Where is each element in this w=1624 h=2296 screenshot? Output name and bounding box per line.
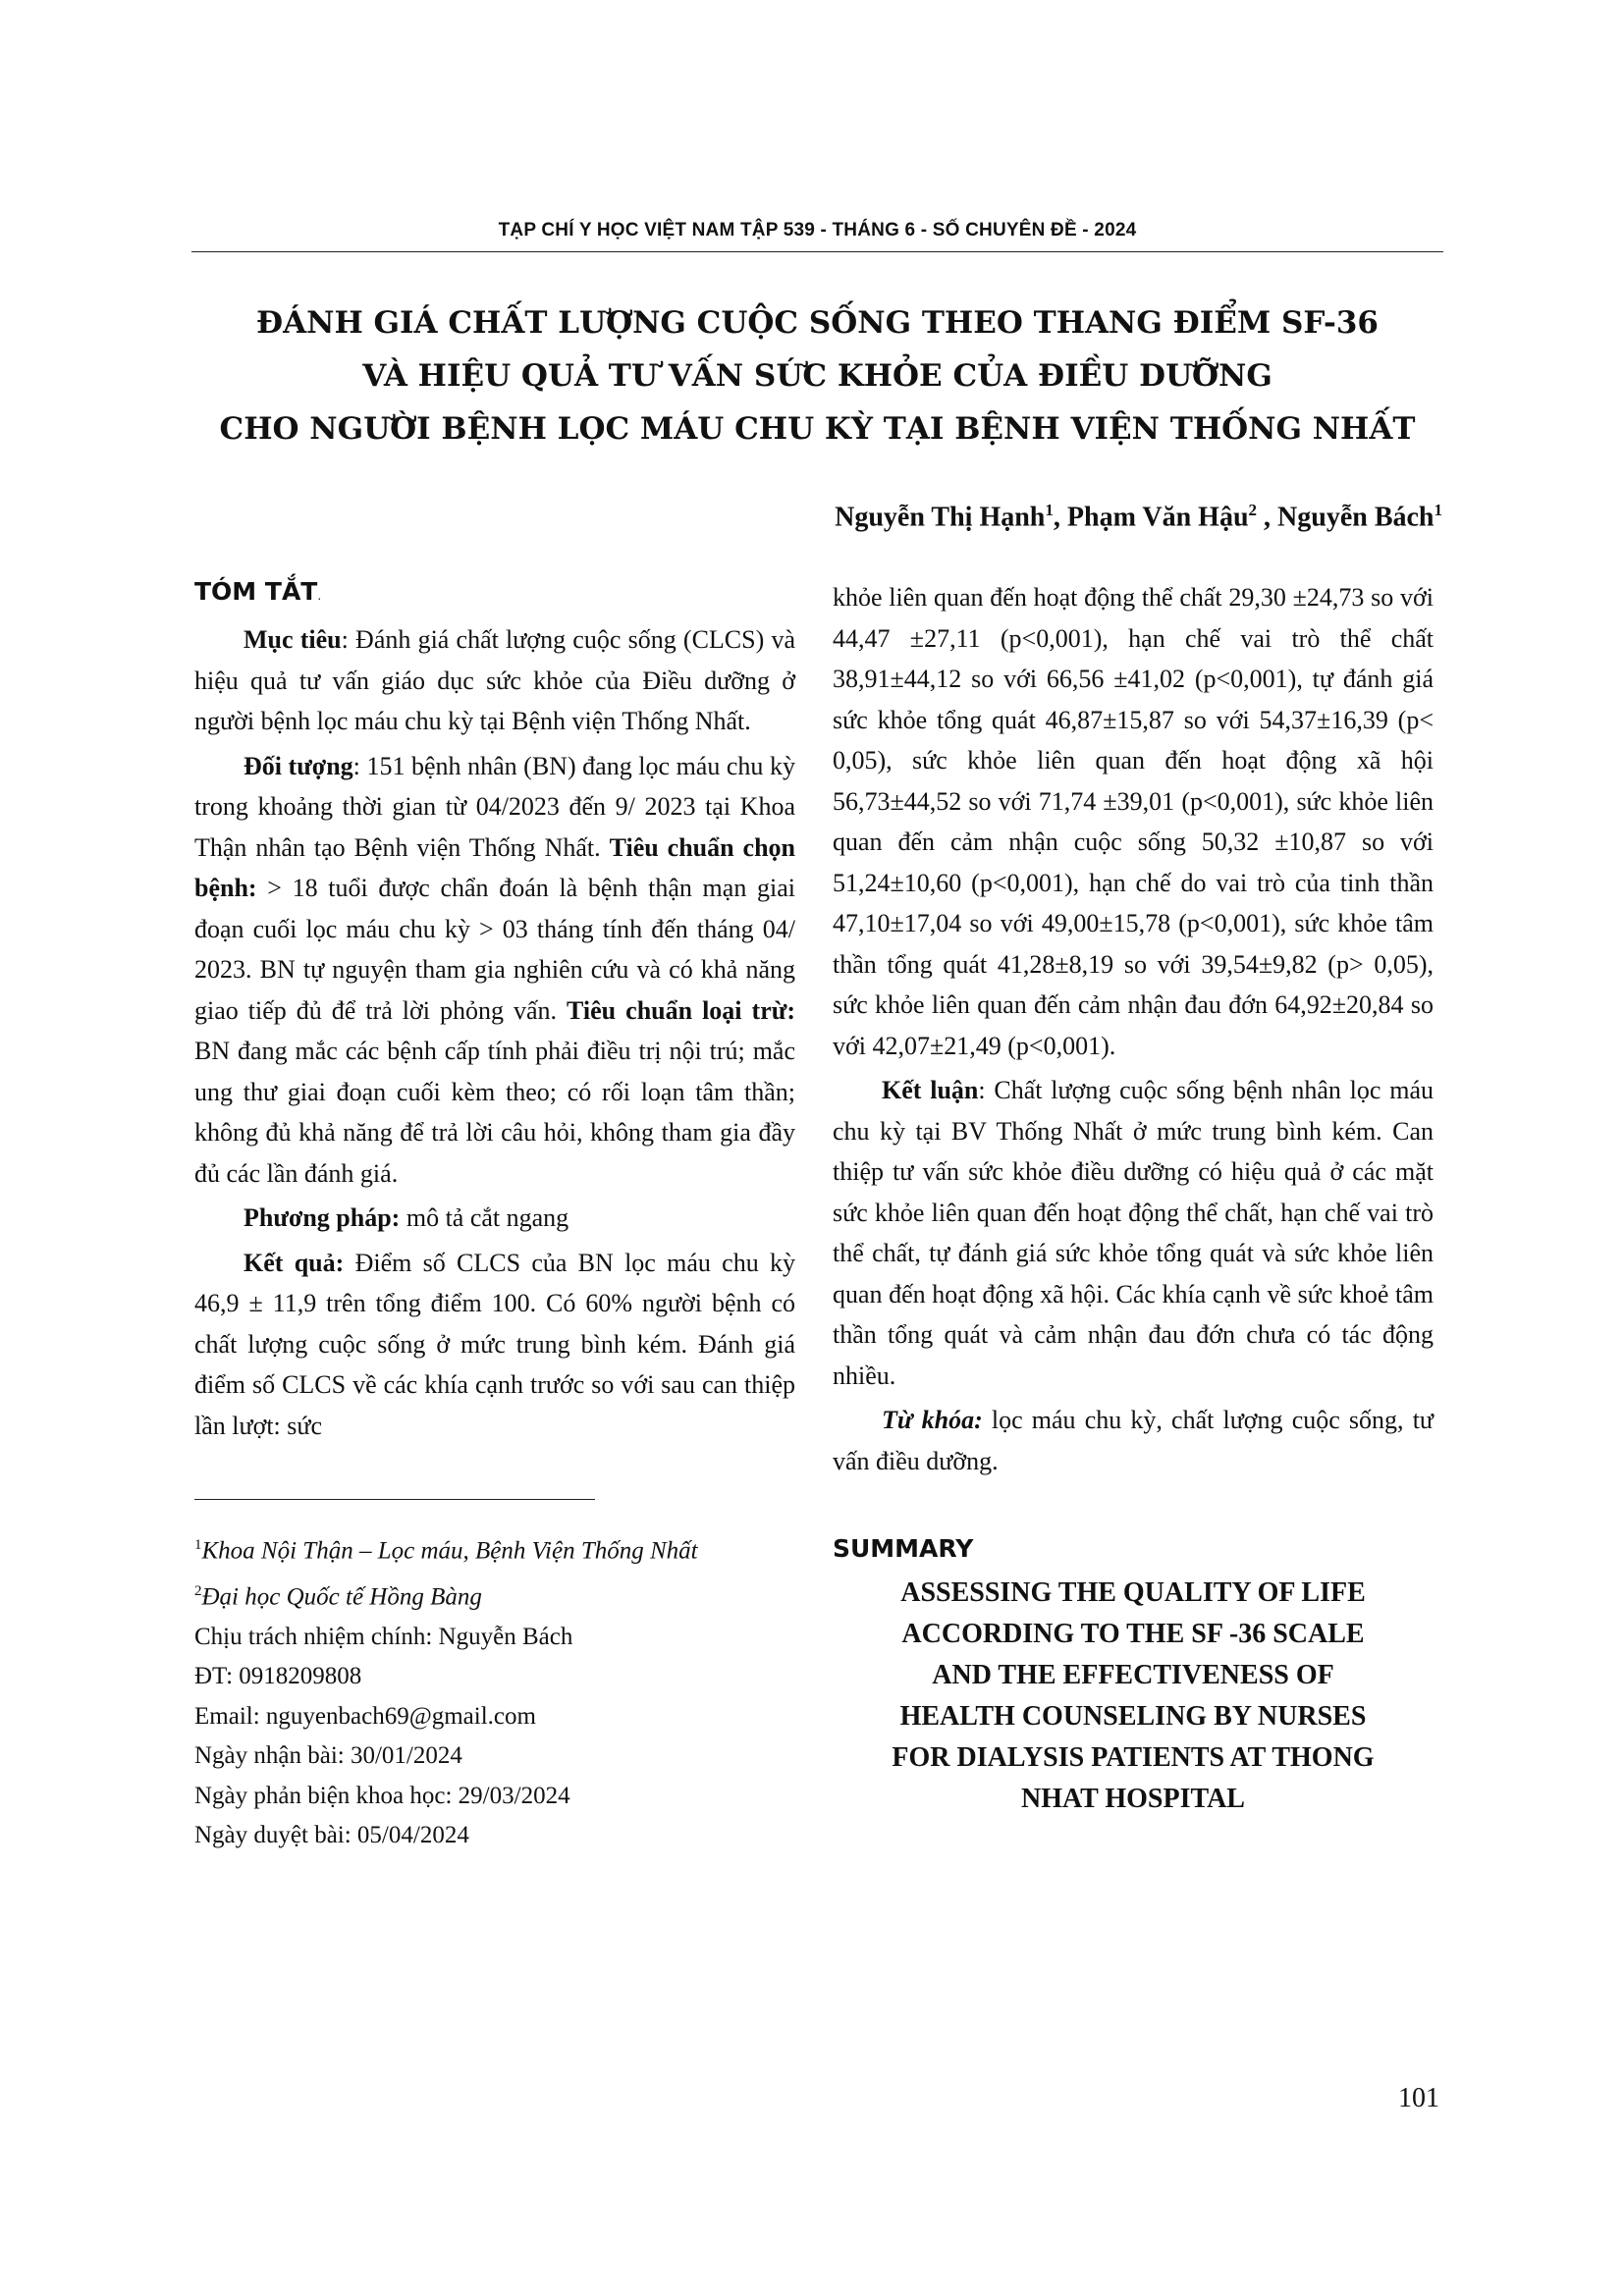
- affiliation-2: [194, 1572, 795, 1618]
- author-list: [835, 501, 1442, 533]
- objective-paragraph: [194, 619, 795, 742]
- results-text: Điểm số CLCS của BN lọc máu chu kỳ 46,9 ± 11,9 trên tổng điểm 100. Có 60% người bệnh có chất lượng cuộc sống ở mức trung bình kém. Đánh giá điểm số CLCS về các khía cạnh trước so với sau can thiệp lần lượt: sức: [194, 1248, 795, 1440]
- author-name: Nguyễn Thị Hạnh: [835, 502, 1046, 533]
- english-title: [833, 1573, 1434, 1820]
- abstract-heading-text: TÓM TẮT: [194, 577, 318, 606]
- method-label: Phương pháp:: [244, 1203, 401, 1232]
- keywords-paragraph: [833, 1400, 1434, 1481]
- footnote-rule: [194, 1499, 595, 1500]
- english-title-line: HEALTH COUNSELING BY NURSES: [899, 1701, 1367, 1732]
- title-line: VÀ HIỆU QUẢ TƯ VẤN SỨC KHỎE CỦA ĐIỀU DƯỠNG: [362, 358, 1272, 394]
- affiliation-text: Đại học Quốc tế Hồng Bàng: [201, 1583, 482, 1611]
- results-continued: khỏe liên quan đến hoạt động thể chất 29,30 ±24,73 so với 44,47 ±27,11 (p<0,001), hạn chế vai trò thể chất 38,91±44,12 so với 66,56 ±41,02 (p<0,001), tự đánh giá sức khỏe tổng quát 46,87±15,87 so với 54,37±16,39 (p< 0,05), sức khỏe liên quan đến hoạt động xã hội 56,73±44,52 so với 71,74 ±39,01 (p<0,001), sức khỏe liên quan đến cảm nhận cuộc sống 50,32 ±10,87 so với 51,24±10,60 (p<0,001), hạn chế do vai trò của tinh thần 47,10±17,04 so với 49,00±15,78 (p<0,001), sức khỏe tâm thần tổng quát 41,28±8,19 so với 39,54±9,82 (p> 0,05), sức khỏe liên quan đến cảm nhận đau đớn 64,92±20,84 so với 42,07±21,49 (p<0,001).: [833, 583, 1434, 1060]
- page-number: 101: [1398, 2083, 1439, 2113]
- header-rule: [191, 251, 1443, 252]
- reviewed-date: Ngày phản biện khoa học: 29/03/2024: [194, 1782, 570, 1809]
- accepted-date: Ngày duyệt bài: 05/04/2024: [194, 1822, 469, 1849]
- author-name: Phạm Văn Hậu: [1066, 502, 1249, 533]
- author-affiliation-mark: 1: [1045, 501, 1054, 519]
- english-title-line: AND THE EFFECTIVENESS OF: [932, 1660, 1334, 1690]
- keywords-text: lọc máu chu kỳ, chất lượng cuộc sống, tư vấn điều dưỡng.: [833, 1406, 1435, 1475]
- abstract-heading-mark: .: [317, 589, 322, 603]
- conclusion-text: : Chất lượng cuộc sống bệnh nhân lọc máu chu kỳ tại BV Thống Nhất ở mức trung bình kém. Can thiệp tư vấn sức khỏe điều dưỡng có hiệu quả ở các mặt sức khỏe liên quan đến hoạt động thể chất, hạn chế vai trò thể chất, tự đánh giá sức khỏe tổng quát và sức khỏe liên quan đến hoạt động xã hội. Các khía cạnh về sức khoẻ tâm thần tổng quát và cảm nhận đau đớn chưa có tác động nhiều.: [833, 1076, 1434, 1390]
- email: Email: nguyenbach69@gmail.com: [194, 1702, 536, 1730]
- objective-label: Mục tiêu: [244, 625, 342, 654]
- conclusion-label: Kết luận: [882, 1076, 979, 1104]
- author-separator: ,: [1053, 502, 1067, 533]
- objective-text: : Đánh giá chất lượng cuộc sống (CLCS) và hiệu quả tư vấn giáo dục sức khỏe của Điều dưỡng ở người bệnh lọc máu chu kỳ tại Bệnh viện Thống Nhất.: [194, 625, 795, 735]
- author-affiliation-mark: 2: [1248, 501, 1258, 519]
- exclusion-label: Tiêu chuẩn loại trừ:: [567, 995, 796, 1025]
- right-column: [833, 577, 1434, 1820]
- subjects-label: Đối tượng: [244, 751, 353, 780]
- author-separator: ,: [1257, 502, 1278, 533]
- received-date: Ngày nhận bài: 30/01/2024: [194, 1742, 462, 1770]
- subjects-paragraph: [194, 746, 795, 1195]
- summary-heading: SUMMARY: [833, 1534, 974, 1563]
- results-label: Kết quả:: [244, 1248, 345, 1277]
- title-line: ĐÁNH GIÁ CHẤT LƯỢNG CUỘC SỐNG THEO THANG ĐIỂM SF-36: [255, 305, 1379, 341]
- author-name: Nguyễn Bách: [1277, 502, 1435, 533]
- affiliation-1: [194, 1525, 795, 1572]
- author-affiliation-mark: 1: [1434, 501, 1442, 519]
- phone: ĐT: 0918209808: [194, 1663, 362, 1690]
- subjects-text: : 151 bệnh nhân (BN) đang lọc máu chu kỳ trong khoảng thời gian từ 04/2023 đến 9/ 2023 tại Khoa Thận nhân tạo Bệnh viện Thống Nhất.: [194, 751, 795, 862]
- exclusion-text: BN đang mắc các bệnh cấp tính phải điều trị nội trú; mắc ung thư giai đoạn cuối kèm theo; có rối loạn tâm thần; không đủ khả năng để trả lời câu hỏi, không tham gia đầy đủ các lần đánh giá.: [194, 1037, 795, 1188]
- title-line: CHO NGƯỜI BỆNH LỌC MÁU CHU KỲ TẠI BỆNH VIỆN THỐNG NHẤT: [219, 411, 1416, 447]
- conclusion-paragraph: [833, 1070, 1434, 1396]
- english-title-line: FOR DIALYSIS PATIENTS AT THONG: [892, 1742, 1375, 1773]
- inclusion-text: > 18 tuổi được chẩn đoán là bệnh thận mạn giai đoạn cuối lọc máu chu kỳ > 03 tháng tính đến tháng 04/ 2023. BN tự nguyện tham gia nghiên cứu và có khả năng giao tiếp đủ để trả lời phỏng vấn.: [194, 874, 795, 1025]
- abstract-heading: [194, 577, 795, 606]
- running-head: TẠP CHÍ Y HỌC VIỆT NAM TẬP 539 - THÁNG 6 - SỐ CHUYÊN ĐỀ - 2024: [498, 220, 1137, 240]
- corresponding-author: Chịu trách nhiệm chính: Nguyễn Bách: [194, 1623, 573, 1650]
- english-title-line: NHAT HOSPITAL: [1021, 1784, 1245, 1814]
- english-title-line: ASSESSING THE QUALITY OF LIFE: [900, 1577, 1366, 1608]
- inclusion-label: Tiêu chuẩn chọn bệnh:: [194, 832, 795, 902]
- method-text: mô tả cắt ngang: [400, 1203, 569, 1232]
- english-title-line: ACCORDING TO THE SF -36 SCALE: [901, 1619, 1365, 1649]
- method-paragraph: [194, 1198, 795, 1239]
- affiliation-mark: 1: [194, 1537, 202, 1553]
- article-title: [191, 296, 1443, 455]
- affiliation-mark: 2: [194, 1582, 202, 1599]
- affiliation-text: Khoa Nội Thận – Lọc máu, Bệnh Viện Thống Nhất: [201, 1537, 698, 1565]
- keywords-label: Từ khóa:: [882, 1406, 983, 1434]
- left-column: [194, 577, 795, 1856]
- results-paragraph: [194, 1243, 795, 1447]
